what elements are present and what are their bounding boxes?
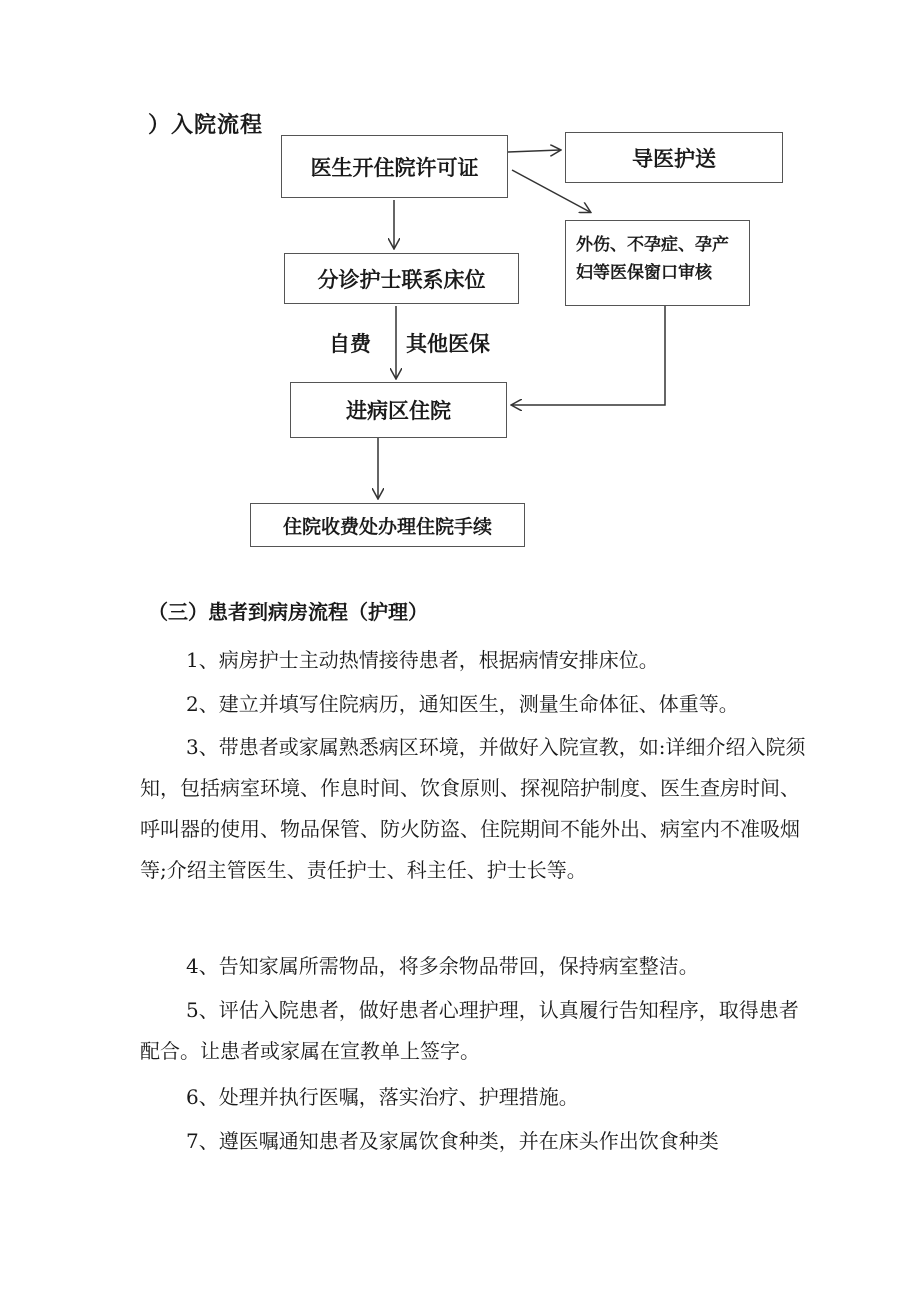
box-billing-office-label: 住院收费处办理住院手续	[282, 515, 492, 538]
box-guide-escort-label: 导医护送	[632, 146, 716, 171]
list-item-4: 4、告知家属所需物品，将多余物品带回，保持病室整洁。	[186, 954, 699, 978]
box-doctor-permit	[281, 135, 508, 198]
section-title: （三）患者到病房流程（护理）	[148, 600, 428, 624]
flowchart-title: ）入院流程	[148, 113, 264, 138]
box-triage-nurse	[284, 253, 519, 304]
arrow-insurance-to-ward	[512, 306, 665, 405]
box-billing-office	[250, 503, 525, 547]
label-other-insurance: 其他医保	[406, 332, 490, 356]
list-item-7: 7、遵医嘱通知患者及家属饮食种类，并在床头作出饮食种类	[186, 1129, 719, 1153]
box-insurance-review-label: 外伤、不孕症、孕产妇等医保窗口审核	[576, 235, 729, 283]
list-item-1: 1、病房护士主动热情接待患者，根据病情安排床位。	[186, 648, 659, 672]
box-ward-admission-label: 进病区住院	[346, 399, 451, 423]
box-doctor-permit-label: 医生开住院许可证	[310, 155, 479, 180]
list-item-3: 3、带患者或家属熟悉病区环境，并做好入院宣教，如:详细介绍入院须知，包括病室环境、作息时间、饮食原则、探视陪护制度、医生查房时间、呼叫器的使用、物品保管、防火防盗、住院期间不能外出、病室内不准吸烟等;介绍主管医生、责任护士、科主任、护士长等。	[140, 735, 806, 882]
box-ward-admission	[290, 382, 507, 438]
box-insurance-review	[565, 220, 750, 306]
list-item-6: 6、处理并执行医嘱，落实治疗、护理措施。	[186, 1085, 579, 1109]
box-guide-escort	[565, 132, 783, 183]
list-item-5: 5、评估入院患者，做好患者心理护理，认真履行告知程序，取得患者配合。让患者或家属在宣教单上签字。	[140, 998, 799, 1063]
label-self-pay: 自费	[329, 332, 371, 356]
list-item-2: 2、建立并填写住院病历，通知医生，测量生命体征、体重等。	[186, 692, 739, 716]
arrow-doctor-to-guide	[508, 150, 560, 152]
box-triage-nurse-label: 分诊护士联系床位	[317, 267, 486, 292]
